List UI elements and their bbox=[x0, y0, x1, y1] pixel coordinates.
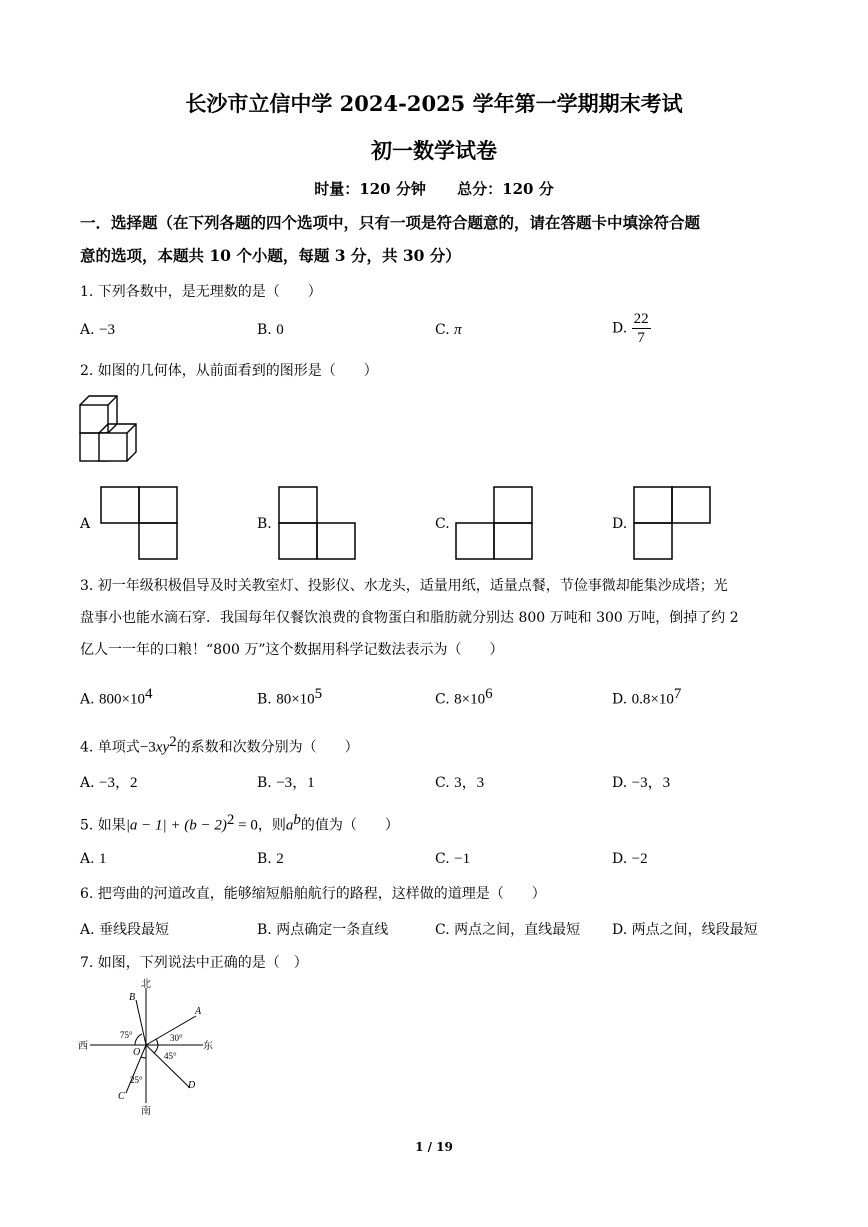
q4-b-label: B. bbox=[257, 775, 272, 791]
q4-b-value: −3，1 bbox=[276, 775, 315, 791]
q3-b-base: 80×10 bbox=[276, 691, 315, 708]
q3-a-base: 800×10 bbox=[99, 691, 145, 708]
q4-stem-post: 的系数和次数分别为（ ） bbox=[176, 739, 359, 756]
q3-stem-line3: 亿人一一年的口粮！“800 万”这个数据用科学记数法表示为（ ） bbox=[80, 642, 504, 658]
q3-stem-line1: 3. 初一年级积极倡导及时关教室灯、投影仪、水龙头，适量用纸，适量点餐，节俭事微却能集沙成塔；光 bbox=[80, 578, 728, 594]
q1-c-value: π bbox=[454, 322, 462, 338]
label-east: 东 bbox=[203, 1041, 213, 1052]
q3-d-exponent: 7 bbox=[673, 686, 682, 702]
q5-a-label: A. bbox=[80, 851, 95, 867]
exam-subtitle: 初一数学试卷 bbox=[371, 138, 497, 163]
q2-option-c-figure bbox=[455, 486, 535, 562]
q2-c-label: C. bbox=[435, 516, 450, 532]
q5-c-value: −1 bbox=[454, 851, 471, 867]
arc-25 bbox=[141, 1057, 146, 1058]
q1-d-denominator: 7 bbox=[637, 330, 645, 346]
q5-b-value: 2 bbox=[276, 851, 284, 867]
q5-option-a bbox=[80, 851, 107, 868]
label-point-c: C bbox=[118, 1091, 125, 1102]
q5-b-label: B. bbox=[257, 851, 272, 867]
q5-stem-post: 的值为（ ） bbox=[300, 817, 399, 834]
q3-option-c bbox=[435, 686, 493, 709]
q2-solid-figure bbox=[76, 392, 150, 472]
label-south: 南 bbox=[141, 1106, 151, 1117]
q5-c-label: C. bbox=[435, 851, 450, 867]
q4-stem-pre: 4. 单项式 bbox=[80, 739, 140, 756]
q3-stem-line2: 盘事小也能水滴石穿．我国每年仅餐饮浪费的食物蛋白和脂肪就分别达 800 万吨和 300 万吨，倒掉了约 2 bbox=[80, 610, 739, 626]
q4-d-label: D. bbox=[612, 775, 628, 791]
section-heading bbox=[80, 206, 790, 272]
label-origin-o: O bbox=[133, 1047, 141, 1058]
page-number: 1 / 19 bbox=[415, 1140, 453, 1154]
q1-a-value: −3 bbox=[99, 322, 115, 338]
q1-d-fraction bbox=[632, 310, 651, 347]
q2-stem: 2. 如图的几何体，从前面看到的图形是（ ） bbox=[80, 363, 378, 379]
q6-option-d: D. 两点之间，线段最短 bbox=[612, 922, 758, 938]
q6-option-a: A. 垂线段最短 bbox=[80, 922, 170, 938]
label-angle-45: 45° bbox=[164, 1051, 177, 1061]
q6-option-b: B. 两点确定一条直线 bbox=[257, 922, 389, 938]
q3-stem bbox=[80, 570, 792, 666]
q3-d-label: D. bbox=[612, 691, 628, 708]
q6-stem: 6. 把弯曲的河道改直，能够缩短船舶航行的路程，这样做的道理是（ ） bbox=[80, 886, 546, 902]
q4-c-label: C. bbox=[435, 775, 450, 791]
label-north: 北 bbox=[141, 979, 151, 990]
q3-c-label: C. bbox=[435, 691, 450, 708]
label-point-b: B bbox=[129, 992, 136, 1003]
q2-b-label: B. bbox=[257, 516, 272, 532]
exam-title: 长沙市立信中学 2024-2025 学年第一学期期末考试 bbox=[185, 91, 683, 116]
ray-ob bbox=[136, 1000, 146, 1045]
q1-stem: 1. 下列各数中，是无理数的是（ ） bbox=[80, 284, 322, 300]
label-west: 西 bbox=[78, 1041, 88, 1052]
q5-option-d bbox=[612, 851, 648, 868]
q4-c-value: 3，3 bbox=[454, 775, 485, 791]
q2-d-label: D. bbox=[612, 516, 628, 532]
q1-option-b bbox=[257, 322, 284, 339]
q5-a-value: 1 bbox=[99, 851, 107, 867]
q4-option-d bbox=[612, 771, 670, 792]
q6-option-c: C. 两点之间，直线最短 bbox=[435, 922, 581, 938]
q2-a-label: A bbox=[80, 516, 91, 532]
q4-option-c bbox=[435, 771, 484, 792]
q1-option-a bbox=[80, 322, 115, 339]
q4-exponent: 2 bbox=[169, 734, 177, 750]
q5-power-base: a bbox=[285, 817, 294, 834]
q4-d-value: −3，3 bbox=[631, 775, 671, 791]
q3-a-exponent: 4 bbox=[144, 686, 153, 702]
q5-equation-rhs: = 0 bbox=[234, 817, 258, 834]
q3-d-base: 0.8×10 bbox=[631, 691, 674, 708]
q3-c-exponent: 6 bbox=[485, 686, 493, 702]
label-point-a: A bbox=[195, 1006, 202, 1017]
label-angle-75: 75° bbox=[120, 1030, 133, 1040]
q3-option-d bbox=[612, 686, 681, 709]
q2-option-b-figure bbox=[278, 486, 358, 562]
q2-option-a-figure bbox=[100, 486, 180, 562]
q4-variables: xy bbox=[155, 739, 170, 756]
q7-stem: 7. 如图，下列说法中正确的是（ ） bbox=[80, 955, 308, 971]
q1-b-value: 0 bbox=[276, 322, 284, 338]
q5-d-label: D. bbox=[612, 851, 628, 867]
section-heading-line2: 意的选项，本题共 10 个小题，每题 3 分，共 30 分） bbox=[80, 246, 461, 265]
label-point-d: D bbox=[188, 1080, 196, 1091]
q1-d-label: D. bbox=[612, 320, 628, 337]
q5-option-b bbox=[257, 851, 284, 868]
q1-d-numerator: 22 bbox=[633, 311, 649, 327]
q3-a-label: A. bbox=[80, 691, 95, 708]
q3-option-a bbox=[80, 686, 152, 709]
q1-a-label: A. bbox=[80, 322, 95, 338]
q5-option-c bbox=[435, 851, 470, 868]
q3-c-base: 8×10 bbox=[454, 691, 486, 708]
arc-75 bbox=[135, 1034, 142, 1045]
q3-b-exponent: 5 bbox=[314, 686, 323, 702]
q3-option-b bbox=[257, 686, 322, 709]
q2-option-d-figure bbox=[633, 486, 713, 562]
label-angle-30: 30° bbox=[170, 1033, 183, 1043]
q4-stem bbox=[80, 732, 792, 758]
q4-a-value: −3，2 bbox=[99, 775, 138, 791]
q5-power-exponent: b bbox=[293, 812, 301, 828]
q3-b-label: B. bbox=[257, 691, 272, 708]
q5-stem-pre: 5. 如果 bbox=[80, 817, 126, 834]
q5-stem-mid: ，则 bbox=[257, 817, 286, 834]
q4-coefficient: −3 bbox=[139, 739, 156, 756]
section-heading-line1: 一．选择题（在下列各题的四个选项中，只有一项是符合题意的，请在答题卡中填涂符合题 bbox=[80, 213, 701, 232]
arc-30 bbox=[156, 1039, 158, 1045]
exam-meta: 时量：120 分钟 总分：120 分 bbox=[314, 180, 554, 198]
label-angle-25: 25° bbox=[130, 1075, 143, 1085]
q1-b-label: B. bbox=[257, 322, 272, 338]
q5-equation-exponent: 2 bbox=[226, 812, 235, 828]
q4-option-b bbox=[257, 771, 315, 792]
q1-c-label: C. bbox=[435, 322, 450, 338]
arc-45 bbox=[154, 1045, 158, 1053]
q4-a-label: A. bbox=[80, 775, 95, 791]
q7-compass-diagram bbox=[78, 978, 218, 1118]
q1-option-c bbox=[435, 322, 462, 339]
q5-stem bbox=[80, 810, 792, 836]
q1-option-d bbox=[612, 310, 651, 347]
q5-equation: |a − 1| + (b − 2) bbox=[125, 817, 227, 834]
q4-option-a bbox=[80, 771, 137, 792]
q5-d-value: −2 bbox=[631, 851, 648, 867]
